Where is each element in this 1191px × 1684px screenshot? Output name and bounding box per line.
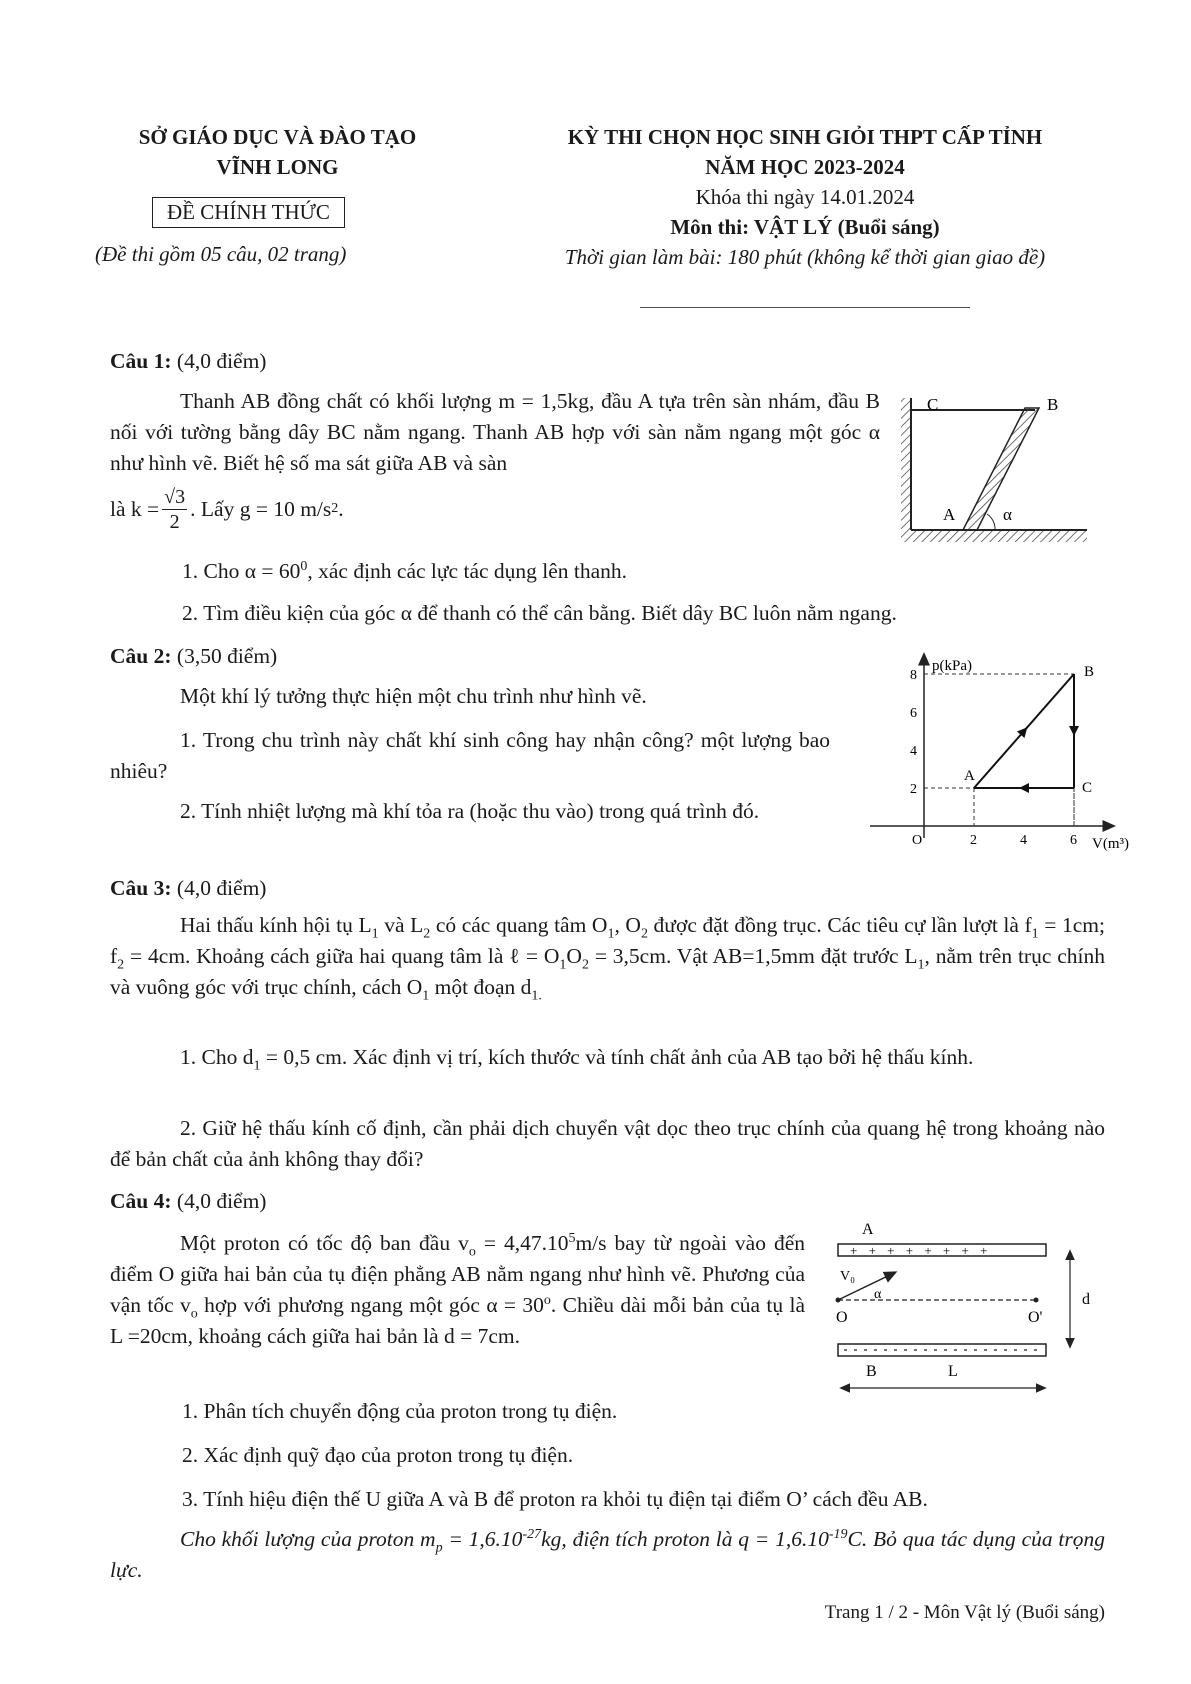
q4-label: Câu 4: bbox=[110, 1189, 172, 1213]
q1-g-text: . Lấy g = 10 m/s bbox=[190, 496, 332, 521]
q3-t6: = 1cm; f bbox=[110, 913, 1105, 968]
q1-k-numerator: √3 bbox=[164, 485, 186, 508]
q2-points: (3,50 điểm) bbox=[171, 644, 278, 668]
q3-s11: 1. bbox=[531, 988, 542, 1004]
q3-s5: 1 bbox=[1031, 926, 1039, 942]
o-prime-label: O' bbox=[1028, 1309, 1043, 1326]
q1-points: (4,0 điểm) bbox=[171, 349, 267, 373]
plate-a-charges: + + + + + + + + bbox=[850, 1243, 992, 1258]
q3-s1: 1 bbox=[371, 926, 379, 942]
q3-label: Câu 3: bbox=[110, 876, 172, 900]
q3-t9: = 3,5cm. Vật AB=1,5mm đặt trước L bbox=[588, 944, 918, 968]
q4-t5: . Chiều dài mỗi bản của tụ là L =20cm, khoảng cách giữa hai bản là d = 7cm. bbox=[110, 1293, 805, 1348]
q3-s3: 1 bbox=[607, 926, 615, 942]
q4-note bbox=[110, 1524, 1105, 1586]
q4-item1: 1. Phân tích chuyển động của proton trong tụ điện. bbox=[182, 1399, 618, 1423]
q4-paragraph bbox=[110, 1228, 805, 1352]
q3-t10: , nằm trên trục chính và vuông góc với trục chính, cách O bbox=[110, 944, 1105, 999]
q3-t1: Hai thấu kính hội tụ L bbox=[180, 913, 372, 937]
q1-item1-a: 1. Cho α = 60 bbox=[182, 559, 301, 583]
point-o-prime bbox=[1034, 1298, 1039, 1303]
label-b: B bbox=[1047, 395, 1059, 414]
x-tick-label: 6 bbox=[1070, 833, 1077, 848]
velocity-label: V₀ bbox=[840, 1269, 855, 1284]
department-name: SỞ GIÁO DỤC VÀ ĐÀO TẠO bbox=[138, 125, 417, 149]
l-label: L bbox=[948, 1363, 958, 1380]
q4-n4: -27 bbox=[522, 1526, 542, 1542]
q3-t8: O bbox=[566, 944, 582, 968]
label-alpha: α bbox=[1003, 505, 1012, 524]
q4-item2: 2. Xác định quỹ đạo của proton trong tụ điện. bbox=[182, 1443, 574, 1467]
q1-item1-b: , xác định các lực tác dụng lên thanh. bbox=[307, 559, 628, 583]
d-label: d bbox=[1082, 1291, 1090, 1308]
q2-heading bbox=[110, 641, 277, 671]
q4-t3: m/s bay từ ngoài vào đến điểm O giữa hai bản của tụ điện phẳng AB nằm ngang như hình vẽ. Phương của vận tốc v bbox=[110, 1231, 805, 1317]
q1-item1-sup: 0 bbox=[300, 558, 308, 574]
rod-ab bbox=[963, 408, 1039, 530]
q3-t5: được đặt đồng trục. Các tiêu cự lần lượt là f bbox=[647, 913, 1032, 937]
direction-arrow bbox=[1069, 726, 1079, 736]
school-year: NĂM HỌC 2023-2024 bbox=[705, 155, 905, 179]
q4-item3: 3. Tính hiệu điện thế U giữa A và B để proton ra khỏi tụ điện tại điểm O’ cách đều AB. bbox=[182, 1487, 928, 1511]
q3-t11: một đoạn d bbox=[429, 975, 532, 999]
q3-item1 bbox=[110, 1042, 1105, 1073]
pv-chart bbox=[860, 650, 1129, 860]
q3-t2: và L bbox=[378, 913, 424, 937]
exam-date: Khóa thi ngày 14.01.2024 bbox=[695, 185, 915, 209]
exam-header bbox=[480, 122, 1130, 272]
capacitor-figure bbox=[830, 1220, 1110, 1405]
q4-t4: hợp với phương ngang một góc α = 30 bbox=[197, 1293, 544, 1317]
q4-n2: p bbox=[435, 1540, 443, 1556]
q1-item2: 2. Tìm điều kiện của góc α để thanh có thể cân bằng. Biết dây BC luôn nằm ngang. bbox=[182, 601, 897, 625]
x-tick-label: O bbox=[912, 833, 923, 848]
q3-s9: 1 bbox=[917, 957, 925, 973]
y-tick-label: 4 bbox=[910, 744, 917, 759]
q4-n6: -19 bbox=[828, 1526, 848, 1542]
q1-item1 bbox=[182, 556, 627, 587]
x-tick-label: 4 bbox=[1020, 833, 1027, 848]
province-name: VĨNH LONG bbox=[216, 155, 339, 179]
q3-s8: 2 bbox=[581, 957, 589, 973]
page-footer: Trang 1 / 2 - Môn Vật lý (Buổi sáng) bbox=[824, 1602, 1105, 1623]
q3-t4: , O bbox=[614, 913, 641, 937]
q3-s2: 2 bbox=[423, 926, 431, 942]
q2-item2: 2. Tính nhiệt lượng mà khí tỏa ra (hoặc thu vào) trong quá trình đó. bbox=[180, 799, 760, 823]
angle-label: α bbox=[874, 1287, 882, 1302]
official-badge bbox=[152, 197, 345, 228]
q3-s4: 2 bbox=[640, 926, 648, 942]
q1-intro: Thanh AB đồng chất có khối lượng m = 1,5kg, đầu A tựa trên sàn nhám, đầu B nối với tường bằng dây BC nằm ngang. Thanh AB hợp với sàn nằm ngang một góc α như hình vẽ. Biết hệ số ma sát giữa AB và sàn bbox=[110, 389, 880, 475]
y-tick-label: 6 bbox=[910, 706, 917, 721]
label-c: C bbox=[927, 395, 939, 414]
q1-k-denominator: 2 bbox=[169, 510, 180, 533]
plate-b-label: B bbox=[866, 1363, 877, 1380]
wall-hatch bbox=[901, 398, 911, 530]
q3-item2: 2. Giữ hệ thấu kính cố định, cần phải dịch chuyển vật dọc theo trục chính của quang hệ trong khoảng nào để bản chất của ảnh không thay đổi? bbox=[110, 1116, 1105, 1171]
exam-duration: Thời gian làm bài: 180 phút (không kể thời gian giao đề) bbox=[564, 245, 1046, 269]
q3-s6: 2 bbox=[117, 957, 125, 973]
q1-k-line: là k = $\frac{√3}{2}$ . Lấy g = 10 m/s 2 . bbox=[110, 485, 344, 533]
q4-points: (4,0 điểm) bbox=[171, 1189, 267, 1213]
q3-s7: 1 bbox=[559, 957, 567, 973]
o-label: O bbox=[836, 1309, 848, 1326]
q4-n7: C. Bỏ qua tác dụng của trọng lực. bbox=[110, 1527, 1105, 1582]
page-count-note: (Đề thi gồm 05 câu, 02 trang) bbox=[95, 242, 347, 266]
q3-t3: có các quang tâm O bbox=[430, 913, 608, 937]
q2-item1: 1. Trong chu trình này chất khí sinh công hay nhận công? một lượng bao nhiêu? bbox=[110, 728, 830, 783]
exam-title: KỲ THI CHỌN HỌC SINH GIỎI THPT CẤP TỈNH bbox=[567, 125, 1043, 149]
q1-g-end: . bbox=[338, 496, 344, 521]
q4-n3: = 1,6.10 bbox=[442, 1527, 523, 1551]
q1-label: Câu 1: bbox=[110, 349, 172, 373]
q2-label: Câu 2: bbox=[110, 644, 172, 668]
x-tick-label: 2 bbox=[970, 833, 977, 848]
q3-item1-b: = 0,5 cm. Xác định vị trí, kích thước và tính chất ảnh của AB tạo bởi hệ thấu kính. bbox=[260, 1045, 974, 1069]
state-point-label: C bbox=[1082, 780, 1093, 796]
state-point-label: B bbox=[1084, 664, 1095, 680]
q4-s2: 5 bbox=[568, 1230, 576, 1246]
official-label: ĐỀ CHÍNH THỨC bbox=[152, 197, 345, 228]
q3-heading bbox=[110, 873, 266, 903]
floor-hatch bbox=[901, 530, 1087, 542]
q1-k-fraction bbox=[162, 485, 187, 534]
q4-n1: Cho khối lượng của proton m bbox=[180, 1527, 436, 1551]
q3-item1-sub: 1 bbox=[253, 1058, 261, 1074]
q3-item1-a: 1. Cho d bbox=[180, 1045, 254, 1069]
department-block bbox=[90, 122, 465, 182]
q3-paragraph bbox=[110, 910, 1105, 1003]
direction-arrow bbox=[1019, 783, 1029, 793]
v-axis-label: V(m³) bbox=[1092, 836, 1129, 852]
q4-s1: o bbox=[468, 1244, 476, 1260]
q4-n5: kg, điện tích proton là q = 1,6.10 bbox=[541, 1527, 829, 1551]
q4-s4: o bbox=[543, 1292, 551, 1308]
q3-points: (4,0 điểm) bbox=[171, 876, 267, 900]
q2-intro: Một khí lý tưởng thực hiện một chu trình như hình vẽ. bbox=[180, 684, 647, 708]
q3-s10: 1 bbox=[422, 988, 430, 1004]
header-divider bbox=[640, 307, 970, 308]
p-axis-label: p(kPa) bbox=[932, 658, 972, 674]
angle-arc bbox=[987, 514, 995, 530]
q4-t2: = 4,47.10 bbox=[475, 1231, 569, 1255]
q4-heading bbox=[110, 1186, 266, 1216]
state-point-label: A bbox=[964, 768, 975, 784]
y-tick-label: 8 bbox=[910, 668, 917, 683]
q1-heading bbox=[110, 346, 266, 376]
q1-k-prefix: là k = bbox=[110, 496, 160, 521]
q1-figure bbox=[895, 390, 1095, 560]
q4-s3: o bbox=[190, 1306, 198, 1322]
exam-subject: Môn thi: VẬT LÝ (Buổi sáng) bbox=[670, 215, 940, 239]
label-a: A bbox=[943, 505, 956, 524]
q4-t1: Một proton có tốc độ ban đầu v bbox=[180, 1231, 469, 1255]
q3-t7: = 4cm. Khoảng cách giữa hai quang tâm là ℓ = O bbox=[124, 944, 560, 968]
y-tick-label: 2 bbox=[910, 782, 917, 797]
plate-a-label: A bbox=[862, 1221, 874, 1238]
